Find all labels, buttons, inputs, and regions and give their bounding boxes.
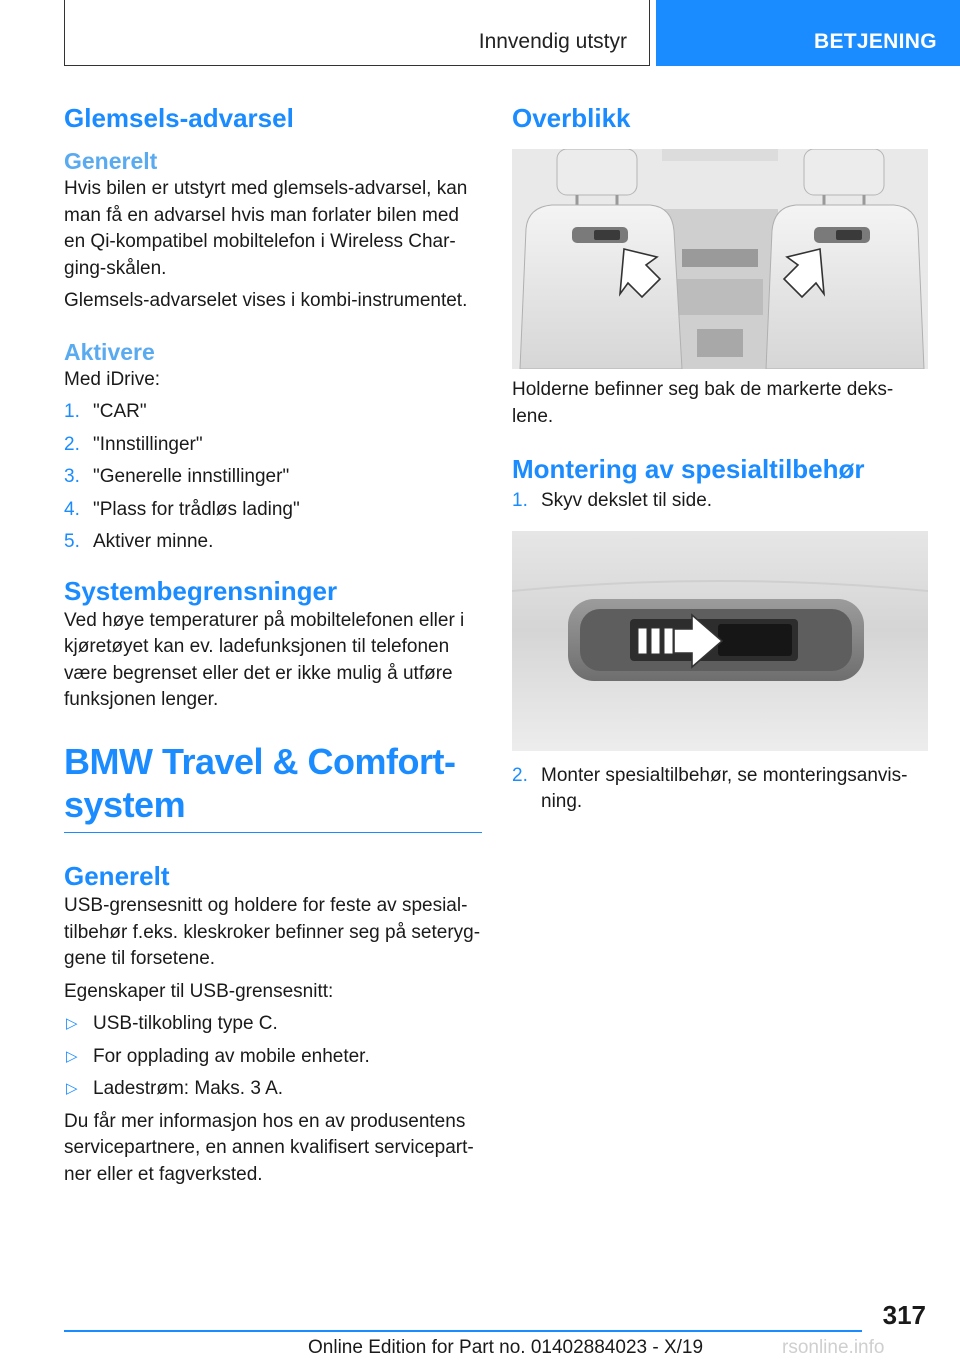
triangle-bullet-icon: ▷ bbox=[66, 1047, 78, 1065]
cover-slide-illustration bbox=[512, 531, 928, 751]
step-text: Monter spesialtilbehør, se monteringsanvis-ning. bbox=[541, 764, 908, 812]
triangle-bullet-icon: ▷ bbox=[66, 1015, 78, 1032]
step-number: 2. bbox=[512, 764, 528, 786]
step-text: Aktiver minne. bbox=[93, 531, 214, 552]
step-number: 1. bbox=[512, 490, 528, 511]
header-section-title: Innvendig utstyr bbox=[478, 30, 627, 53]
bullet-text: For opplading av mobile enheter. bbox=[93, 1045, 370, 1067]
title-divider bbox=[64, 832, 482, 834]
list-item bbox=[64, 464, 482, 491]
header-section-box bbox=[64, 0, 650, 66]
travel-paragraph-3: Du får mer informasjon hos en av produsentens servicepartnere, en annen kvalifisert servicepart-ner eller et fagverksted. bbox=[64, 1110, 474, 1185]
bullet-text: Ladestrøm: Maks. 3 A. bbox=[93, 1078, 284, 1099]
step-text: "Innstillinger" bbox=[93, 433, 203, 455]
travel-paragraph-1: USB-grensesnitt og holdere for feste av spesial-tilbehør f.eks. kleskroker befinner seg på seteryg-gene til forsetene. bbox=[64, 895, 481, 969]
travel-comfort-title-line-1: BMW Travel & Comfort- bbox=[64, 740, 456, 782]
systembegrensninger-paragraph: Ved høye temperaturer på mobiltelefonen eller i kjøretøyet kan ev. ladefunksjonen til telefonen være begrenset eller det er ikke mulig å utføre funksjonen lenger. bbox=[64, 609, 465, 710]
right-column bbox=[512, 100, 924, 816]
glemsels-generelt-paragraph-1: Hvis bilen er utstyrt med glemsels-advarsel, kan man få en advarsel hvis man forlater bilen med en Qi-kompatibel mobiltelefon i Wireless Char-ging-skålen. bbox=[64, 178, 468, 279]
header-chapter-tab bbox=[656, 0, 960, 66]
list-item bbox=[512, 763, 924, 816]
overblikk-caption: Holderne befinner seg bak de markerte deks-lene. bbox=[512, 379, 894, 427]
travel-comfort-title-line-2: system bbox=[64, 783, 186, 825]
list-item bbox=[64, 497, 482, 524]
travel-comfort-title bbox=[64, 740, 482, 826]
usb-properties-list bbox=[64, 1011, 482, 1103]
page-number: 317 bbox=[882, 1300, 926, 1330]
travel-generelt-heading: Generelt bbox=[64, 861, 170, 891]
aktivere-intro: Med iDrive: bbox=[64, 368, 161, 390]
footer-edition-text: Online Edition for Part no. 01402884023 - X/19 bbox=[308, 1337, 704, 1358]
step-number: 1. bbox=[64, 401, 80, 422]
step-text: "CAR" bbox=[93, 401, 147, 422]
step-number: 3. bbox=[64, 466, 80, 487]
list-item bbox=[64, 399, 482, 426]
montering-steps-1 bbox=[512, 488, 924, 515]
list-item bbox=[64, 1044, 482, 1071]
overblikk-title: Overblikk bbox=[512, 103, 631, 133]
left-column bbox=[64, 100, 482, 1188]
list-item bbox=[64, 1076, 482, 1103]
list-item bbox=[512, 488, 924, 515]
glemsels-generelt-paragraph-2: Glemsels-advarselet vises i kombi-instrumentet. bbox=[64, 290, 468, 311]
aktivere-heading: Aktivere bbox=[64, 338, 155, 365]
glemsels-title: Glemsels-advarsel bbox=[64, 103, 294, 133]
list-item bbox=[64, 432, 482, 459]
seat-back-overview-illustration bbox=[512, 149, 928, 369]
systembegrensninger-heading: Systembegrensninger bbox=[64, 575, 338, 606]
step-text: "Generelle innstillinger" bbox=[93, 466, 290, 487]
glemsels-generelt-heading: Generelt bbox=[64, 148, 158, 174]
montering-heading: Montering av spesialtilbehør bbox=[512, 454, 865, 484]
triangle-bullet-icon: ▷ bbox=[66, 1080, 78, 1097]
travel-paragraph-2: Egenskaper til USB-grensesnitt: bbox=[64, 980, 334, 1002]
step-text: Skyv dekslet til side. bbox=[541, 490, 713, 511]
step-text: "Plass for trådløs lading" bbox=[93, 498, 300, 520]
footer-divider bbox=[64, 1330, 862, 1332]
aktivere-steps bbox=[64, 399, 482, 556]
step-number: 4. bbox=[64, 498, 80, 520]
montering-steps-2 bbox=[512, 763, 924, 816]
header-chapter-title: BETJENING bbox=[814, 30, 937, 53]
step-number: 5. bbox=[64, 531, 80, 552]
footer-watermark: rsonline.info bbox=[782, 1337, 885, 1358]
bullet-text: USB-tilkobling type C. bbox=[93, 1013, 278, 1034]
list-item bbox=[64, 1011, 482, 1038]
step-number: 2. bbox=[64, 433, 80, 455]
list-item bbox=[64, 529, 482, 556]
